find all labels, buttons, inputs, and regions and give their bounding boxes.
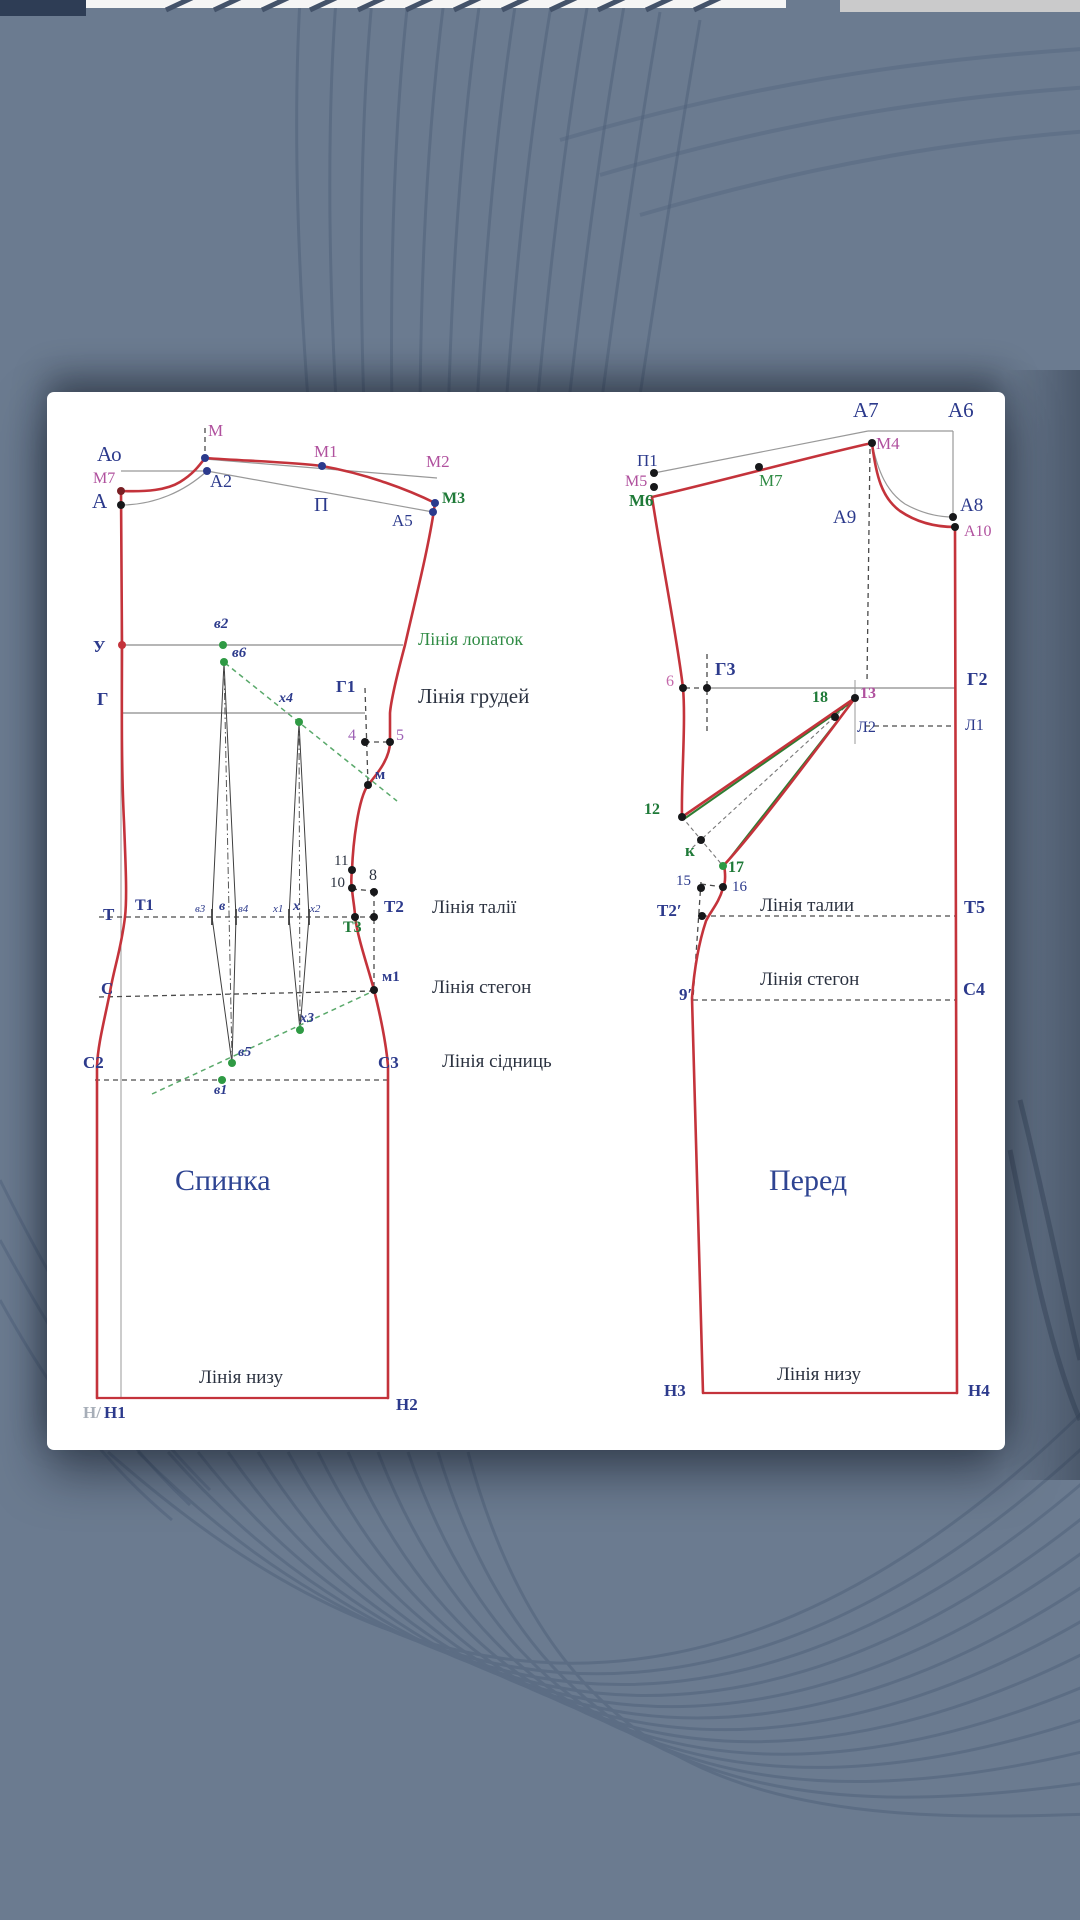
label-n3: Н3 (664, 1381, 686, 1400)
label-n-gray: Н/ (83, 1403, 101, 1422)
label-v-center: в (219, 899, 226, 914)
label-t1: Т1 (135, 897, 154, 914)
label-a2: А2 (210, 471, 232, 491)
label-n4: Н4 (968, 1381, 990, 1400)
label-line-stegon-left: Лінія стегон (432, 977, 532, 998)
label-pt16: 16 (732, 879, 747, 895)
label-m4: М4 (876, 434, 900, 453)
label-x3: х3 (300, 1011, 314, 1026)
label-pt6-right: 6 (666, 673, 674, 690)
label-v6: в6 (232, 645, 247, 661)
label-m1-left: М1 (314, 442, 338, 461)
label-t2-prime: Т2′ (657, 901, 682, 920)
label-m6-right: М6 (629, 491, 654, 510)
label-a-left: А (92, 489, 108, 513)
label-line-grudey: Лінія грудей (418, 684, 530, 708)
label-x2: х2 (310, 903, 321, 915)
label-line-nyzu-left: Лінія низу (199, 1367, 284, 1388)
label-line-talii-right: Лінія талии (760, 895, 855, 916)
right-shadow-band (1005, 370, 1080, 1480)
label-pt17: 17 (728, 859, 744, 876)
label-m7-left: М7 (93, 470, 116, 487)
label-v2: в2 (214, 616, 229, 632)
label-pt10: 10 (330, 875, 345, 891)
label-m-left: М (208, 421, 224, 440)
label-g1: Г1 (336, 677, 356, 696)
label-line-talii-left: Лінія талії (432, 897, 517, 918)
label-l1: Л1 (965, 717, 984, 734)
label-pt5: 5 (396, 727, 404, 744)
label-v4: в4 (238, 903, 249, 915)
label-n2: Н2 (396, 1395, 418, 1414)
label-p1-right: П1 (637, 451, 658, 470)
label-v1: в1 (214, 1083, 228, 1098)
label-g3: Г3 (715, 659, 736, 679)
pattern-card (47, 392, 1005, 1450)
label-a5: А5 (392, 511, 413, 530)
label-c2: С2 (83, 1053, 104, 1072)
label-ao: Ао (97, 442, 122, 466)
label-pt8: 8 (369, 867, 377, 884)
label-t-left: Т (103, 905, 115, 924)
label-n1: Н1 (104, 1403, 126, 1422)
label-c3: С3 (378, 1053, 399, 1072)
label-pt12: 12 (644, 801, 660, 818)
label-x-center: х (293, 899, 300, 914)
label-v5: в5 (238, 1045, 252, 1060)
label-pt18: 18 (812, 689, 828, 706)
label-pt11: 11 (334, 853, 349, 869)
label-a9: А9 (833, 507, 857, 528)
label-title-front: Перед (769, 1164, 848, 1197)
label-line-stegon-right: Лінія стегон (760, 969, 860, 990)
label-line-nyzu-right: Лінія низу (777, 1364, 862, 1385)
label-a8: А8 (960, 495, 984, 516)
label-m7-right: М7 (759, 471, 783, 490)
label-title-back: Спинка (175, 1164, 271, 1197)
label-m3: М3 (442, 490, 466, 507)
label-g-left: Г (97, 689, 109, 709)
top-right-arcs (560, 40, 1080, 215)
label-x4: х4 (279, 691, 293, 706)
top-strip (0, 0, 1080, 16)
labels-layer (47, 392, 1005, 1450)
label-c-left: С (101, 979, 114, 998)
label-t2: Т2 (384, 897, 404, 916)
label-x1: х1 (273, 903, 284, 915)
label-line-sidnyts: Лінія сідниць (442, 1051, 552, 1072)
label-k-right: к (685, 841, 695, 860)
label-m2-left: М2 (426, 452, 450, 471)
label-m-small: м (375, 767, 386, 783)
label-c4: С4 (963, 979, 985, 999)
label-a10: А10 (964, 523, 992, 540)
label-t3: Т3 (343, 919, 362, 936)
label-l2: Л2 (857, 719, 876, 736)
label-a7: А7 (853, 398, 879, 422)
label-a6: А6 (948, 398, 974, 422)
label-g2: Г2 (967, 669, 988, 689)
label-p-left: П (314, 494, 329, 516)
label-pt13: 13 (860, 685, 876, 702)
label-m1-small: м1 (382, 969, 400, 985)
label-t5: Т5 (964, 897, 986, 917)
label-pt9-prime: 9′ (679, 985, 693, 1004)
label-v3: в3 (195, 903, 206, 915)
label-u-left: У (93, 637, 106, 656)
label-line-lopatok: Лінія лопаток (418, 629, 524, 649)
label-pt4: 4 (348, 727, 356, 744)
label-m5-right: М5 (625, 473, 648, 490)
label-pt15: 15 (676, 873, 691, 889)
bottom-u-curves (108, 1405, 1080, 1816)
